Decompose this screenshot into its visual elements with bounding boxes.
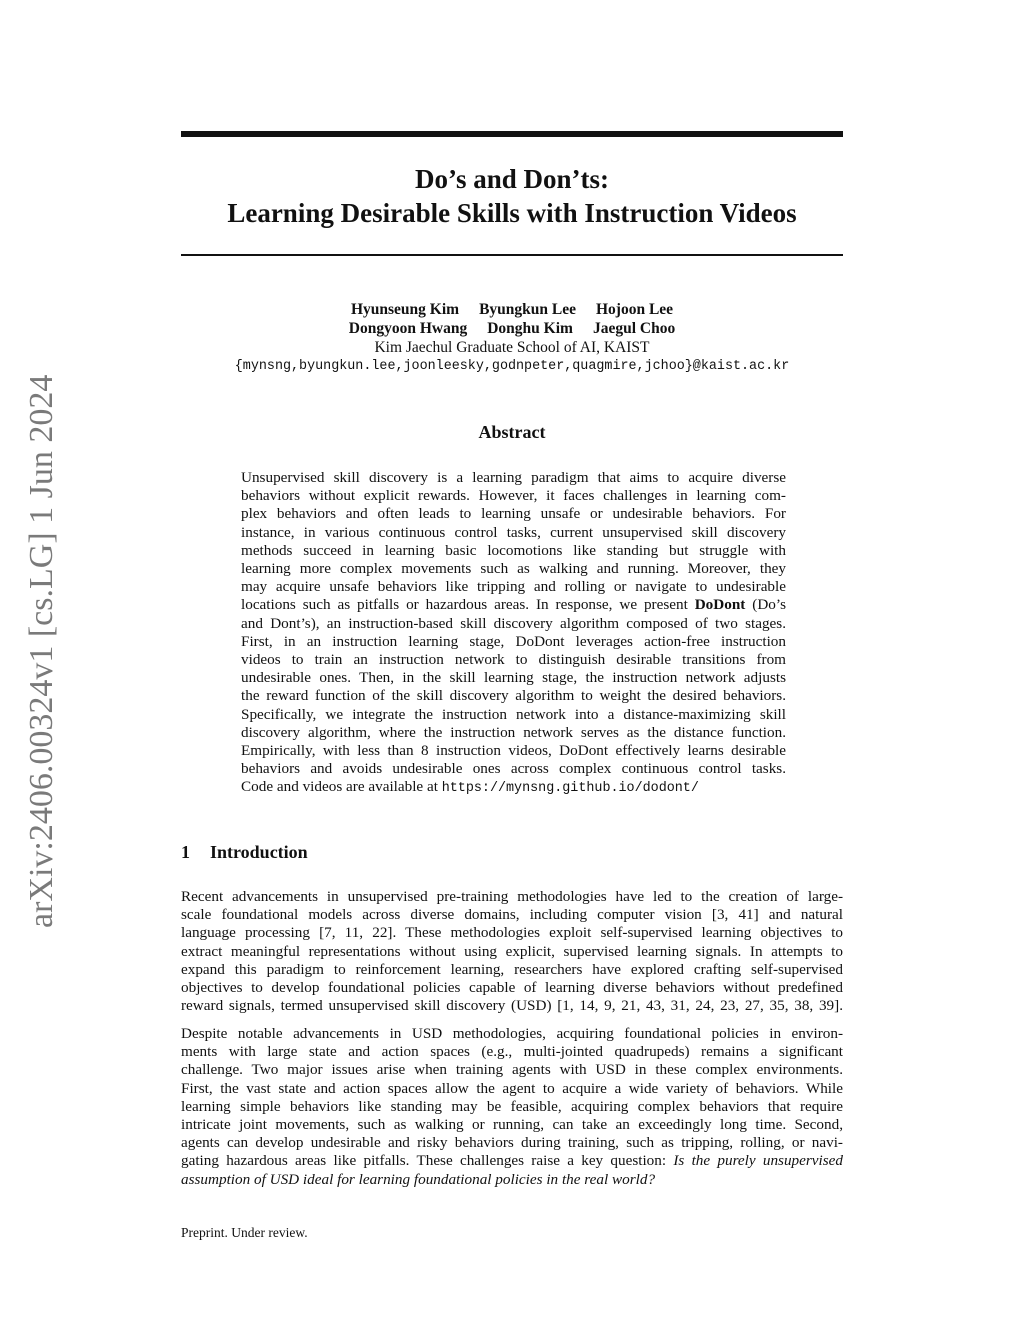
abstract-line: behaviors without explicit rewards. However, it faces challenges in learning com- xyxy=(241,487,786,505)
arxiv-identifier: arXiv:2406.00324v1 [cs.LG] 1 Jun 2024 xyxy=(23,374,60,928)
paragraph-line: expand this paradigm to reinforcement learning, researchers have explored crafting self-supervised xyxy=(181,960,843,978)
abstract-line: plex behaviors and often leads to learning unsafe or undesirable behaviors. For xyxy=(241,505,786,523)
author-row-2 xyxy=(181,319,843,338)
paragraph-line: objectives to develop foundational policies capable of learning diverse behaviors without predefined xyxy=(181,979,843,997)
abstract-line: discovery algorithm, where the instruction network serves as the distance function. xyxy=(241,723,786,741)
intro-paragraph-1 xyxy=(181,888,843,1015)
paragraph-line-question-end xyxy=(181,1171,843,1189)
abstract-line-code xyxy=(241,778,786,798)
abstract-line: the reward function of the skill discovery algorithm to weight the desired behaviors. xyxy=(241,687,786,705)
abstract-text: locations such as pitfalls or hazardous areas. In response, we present xyxy=(241,596,688,614)
title-line-2: Learning Desirable Skills with Instruction Videos xyxy=(227,198,797,228)
author-row-1 xyxy=(181,300,843,319)
abstract-line: videos to train an instruction network to distinguish desirable transitions from xyxy=(241,651,786,669)
project-url-link[interactable]: https://mynsng.github.io/dodont/ xyxy=(441,781,699,797)
section-heading-introduction xyxy=(181,842,308,863)
abstract-line: undesirable ones. Then, in the skill learning stage, the instruction network adjusts xyxy=(241,669,786,687)
author-block xyxy=(181,300,843,376)
abstract-text: (Do’s xyxy=(752,596,787,614)
section-number: 1 xyxy=(181,842,190,862)
abstract-line: First, in an instruction learning stage, DoDont leverages action-free instruction xyxy=(241,632,786,650)
paragraph-line: intricate joint movements, such as walking or running, can take an exceedingly long time. Second, xyxy=(181,1116,843,1134)
author-name: Hyunseung Kim xyxy=(350,301,460,318)
abstract-line: may acquire unsafe behaviors like tripping and rolling or navigate to undesirable xyxy=(241,578,786,596)
paragraph-line: scale foundational models across diverse domains, including computer vision [3, 41] and natural xyxy=(181,906,843,924)
title-top-rule xyxy=(181,131,843,137)
paragraph-line: reward signals, termed unsupervised skill discovery (USD) [1, 14, 9, 21, 43, 31, 24, 23, 27, 35, 38, 39]. xyxy=(181,997,843,1015)
title-line-1: Do’s and Don’ts: xyxy=(414,164,610,194)
paragraph-line: Recent advancements in unsupervised pre-training methodologies have led to the creation of large- xyxy=(181,888,843,905)
key-question-text: Is the purely unsupervised xyxy=(673,1152,844,1170)
abstract-line: learning more complex movements such as walking and running. Moreover, they xyxy=(241,560,786,578)
paragraph-line: language processing [7, 11, 22]. These methodologies exploit self-supervised learning objectives to xyxy=(181,924,843,942)
abstract-line-dodont xyxy=(241,596,786,614)
title-bottom-rule xyxy=(181,254,843,256)
preprint-footer: Preprint. Under review. xyxy=(181,1225,308,1240)
author-name: Donghu Kim xyxy=(487,320,573,337)
paragraph-line: agents can develop undesirable and risky behaviors during training, such as tripping, rolling, or navi- xyxy=(181,1134,843,1152)
author-name: Jaegul Choo xyxy=(592,320,676,337)
author-name: Dongyoon Hwang xyxy=(348,320,468,337)
paragraph-line-question xyxy=(181,1152,843,1170)
author-name: Hojoon Lee xyxy=(595,301,674,318)
paragraph-line: learning simple behaviors like standing may be feasible, acquiring complex behaviors that require xyxy=(181,1097,843,1115)
abstract-line: and Dont’s), an instruction-based skill discovery algorithm composed of two stages. xyxy=(241,614,786,632)
author-emails: {mynsng,byungkun.lee,joonleesky,godnpeter,quagmire,jchoo}@kaist.ac.kr xyxy=(234,359,790,374)
abstract-line: instance, in various continuous control tasks, current unsupervised skill discovery xyxy=(241,523,786,541)
paragraph-line: challenge. Two major issues arise when training agents with USD in these complex environments. xyxy=(181,1061,843,1079)
abstract-heading: Abstract xyxy=(478,422,546,442)
key-question-text: assumption of USD ideal for learning foundational policies in the real world? xyxy=(181,1170,656,1188)
intro-paragraph-2 xyxy=(181,1025,843,1189)
affiliation: Kim Jaechul Graduate School of AI, KAIST xyxy=(374,339,650,356)
abstract-text: Code and videos are available at xyxy=(241,778,438,796)
abstract-line: Empirically, with less than 8 instruction videos, DoDont effectively learns desirable xyxy=(241,742,786,760)
paragraph-line: First, the vast state and action spaces allow the agent to acquire a wide variety of behaviors. While xyxy=(181,1079,843,1097)
paragraph-text: gating hazardous areas like pitfalls. These challenges raise a key question: xyxy=(181,1152,667,1170)
author-name: Byungkun Lee xyxy=(479,301,576,318)
abstract-line: Specifically, we integrate the instruction network into a distance-maximizing skill xyxy=(241,705,786,723)
paragraph-line: ments with large state and action spaces (e.g., multi-jointed quadrupeds) remains a significant xyxy=(181,1043,843,1061)
paragraph-line: Despite notable advancements in USD methodologies, acquiring foundational policies in environ- xyxy=(181,1025,843,1042)
section-title: Introduction xyxy=(210,842,308,862)
abstract-line: methods succeed in learning basic locomotions like standing but struggle with xyxy=(241,541,786,559)
abstract-line: behaviors and avoids undesirable ones across complex continuous control tasks. xyxy=(241,760,786,778)
abstract-line: Unsupervised skill discovery is a learning paradigm that aims to acquire diverse xyxy=(241,469,786,486)
paragraph-line: extract meaningful representations without using explicit, supervised learning signals. In attempts to xyxy=(181,942,843,960)
paper-title xyxy=(181,162,843,230)
abstract-body xyxy=(241,469,786,799)
method-name: DoDont xyxy=(694,596,746,614)
